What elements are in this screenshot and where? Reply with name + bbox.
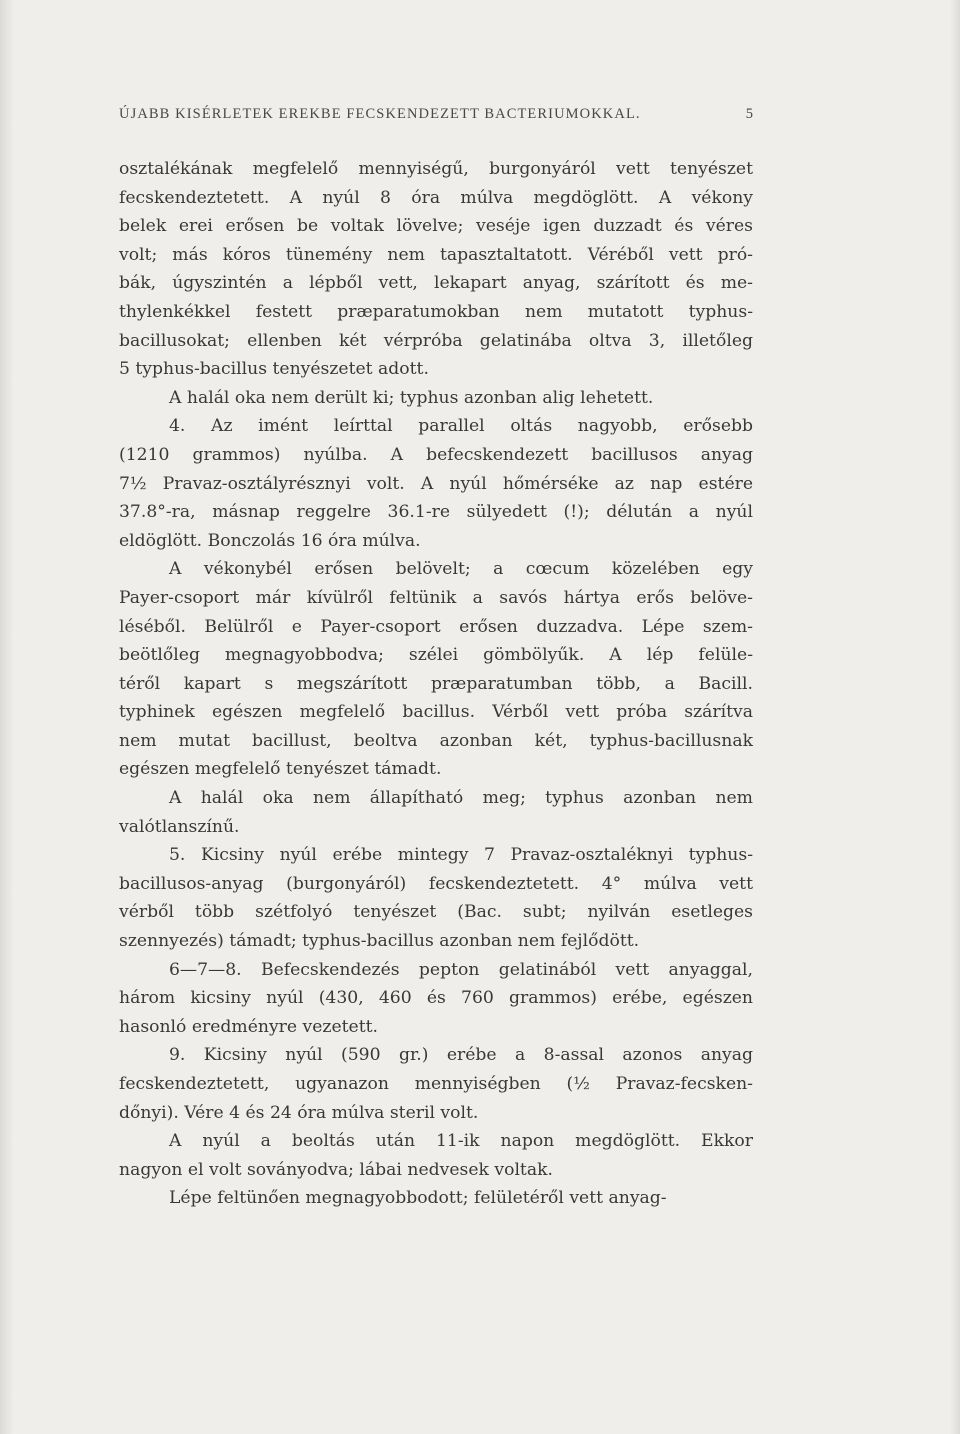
body-text	[119, 155, 753, 1213]
text-line: eldöglött. Bonczolás 16 óra múlva.	[119, 530, 421, 551]
text-line: A nyúl a beoltás után 11-ik napon megdöglött. Ekkor	[169, 1131, 753, 1152]
text-line: fecskendeztetett, ugyanazon mennyiségben (½ Pravaz-fecsken-	[119, 1074, 753, 1094]
text-line: téről kapart s megszárított præparatumban több, a Bacill.	[119, 673, 753, 694]
text-line: nem mutat bacillust, beoltva azonban két, typhus-bacillusnak	[119, 730, 753, 751]
text-line: bacillusos-anyag (burgonyáról) fecskendeztetett. 4° múlva vett	[119, 873, 753, 894]
text-line: A halál oka nem állapítható meg; typhus azonban nem	[169, 788, 753, 809]
page-edge-shadow-right	[950, 0, 960, 1434]
text-line: beötlőleg megnagyobbodva; szélei gömbölyűk. A lép felüle-	[119, 645, 753, 666]
text-line: fecskendeztetett. A nyúl 8 óra múlva megdöglött. A vékony	[119, 187, 753, 208]
text-line: 7½ Pravaz-osztályrésznyi volt. A nyúl hőmérséke az nap estére	[119, 473, 753, 494]
text-line: bacillusokat; ellenben két vérpróba gelatinába oltva 3, illetőleg	[119, 330, 753, 351]
text-line: dőnyi). Vére 4 és 24 óra múlva steril volt.	[119, 1102, 479, 1123]
text-line: szennyezés) támadt; typhus-bacillus azonban nem fejlődött.	[119, 931, 640, 952]
running-head-title: ÚJABB KISÉRLETEK EREKBE FECSKENDEZETT BACTERIUMOKKAL.	[119, 106, 641, 122]
text-line: A halál oka nem derült ki; typhus azonban alig lehetett.	[169, 387, 654, 408]
text-line: typhinek egészen megfelelő bacillus. Vérből vett próba szárítva	[119, 702, 753, 723]
text-line: hasonló eredményre vezetett.	[119, 1016, 378, 1037]
text-line: léséből. Belülről e Payer-csoport erősen duzzadva. Lépe szem-	[119, 616, 753, 637]
text-line: 5 typhus-bacillus tenyészetet adott.	[119, 359, 429, 380]
text-line: 4. Az imént leírttal parallel oltás nagyobb, erősebb	[169, 416, 753, 437]
text-line: thylenkékkel festett præparatumokban nem mutatott typhus-	[119, 301, 753, 322]
text-line: (1210 grammos) nyúlba. A befecskendezett bacillusos anyag	[119, 444, 753, 465]
text-line: 6—7—8. Befecskendezés pepton gelatinából vett anyaggal,	[169, 959, 753, 980]
text-line: 9. Kicsiny nyúl (590 gr.) erébe a 8-assal azonos anyag	[169, 1045, 753, 1066]
page-number: 5	[745, 106, 753, 122]
text-line: volt; más kóros tünemény nem tapasztaltatott. Véréből vett pró-	[119, 244, 753, 265]
page-edge-shadow-left	[0, 0, 14, 1434]
text-line: 37.8°-ra, másnap reggelre 36.1-re sülyedett (!); délután a nyúl	[119, 502, 753, 523]
text-line: 5. Kicsiny nyúl erébe mintegy 7 Pravaz-osztaléknyi typhus-	[169, 845, 753, 866]
text-line: Lépe feltünően megnagyobbodott; felületéről vett anyag-	[169, 1188, 667, 1209]
running-head	[119, 106, 753, 130]
text-line: vérből több szétfolyó tenyészet (Bac. subt; nyilván esetleges	[119, 902, 753, 923]
text-line: bák, úgyszintén a lépből vett, lekapart anyag, szárított és me-	[119, 273, 753, 294]
text-line: Payer-csoport már kívülről feltünik a savós hártya erős belöve-	[119, 587, 753, 608]
text-line: A vékonybél erősen belövelt; a cœcum közelében egy	[169, 559, 753, 580]
text-line: belek erei erősen be voltak lövelve; veséje igen duzzadt és véres	[119, 216, 753, 237]
text-line: nagyon el volt soványodva; lábai nedvesek voltak.	[119, 1159, 553, 1180]
text-line: valótlanszínű.	[119, 816, 240, 837]
text-line: három kicsiny nyúl (430, 460 és 760 grammos) erébe, egészen	[119, 988, 753, 1009]
text-line: egészen megfelelő tenyészet támadt.	[119, 759, 442, 780]
text-line: osztalékának megfelelő mennyiségű, burgonyáról vett tenyészet	[119, 159, 753, 179]
